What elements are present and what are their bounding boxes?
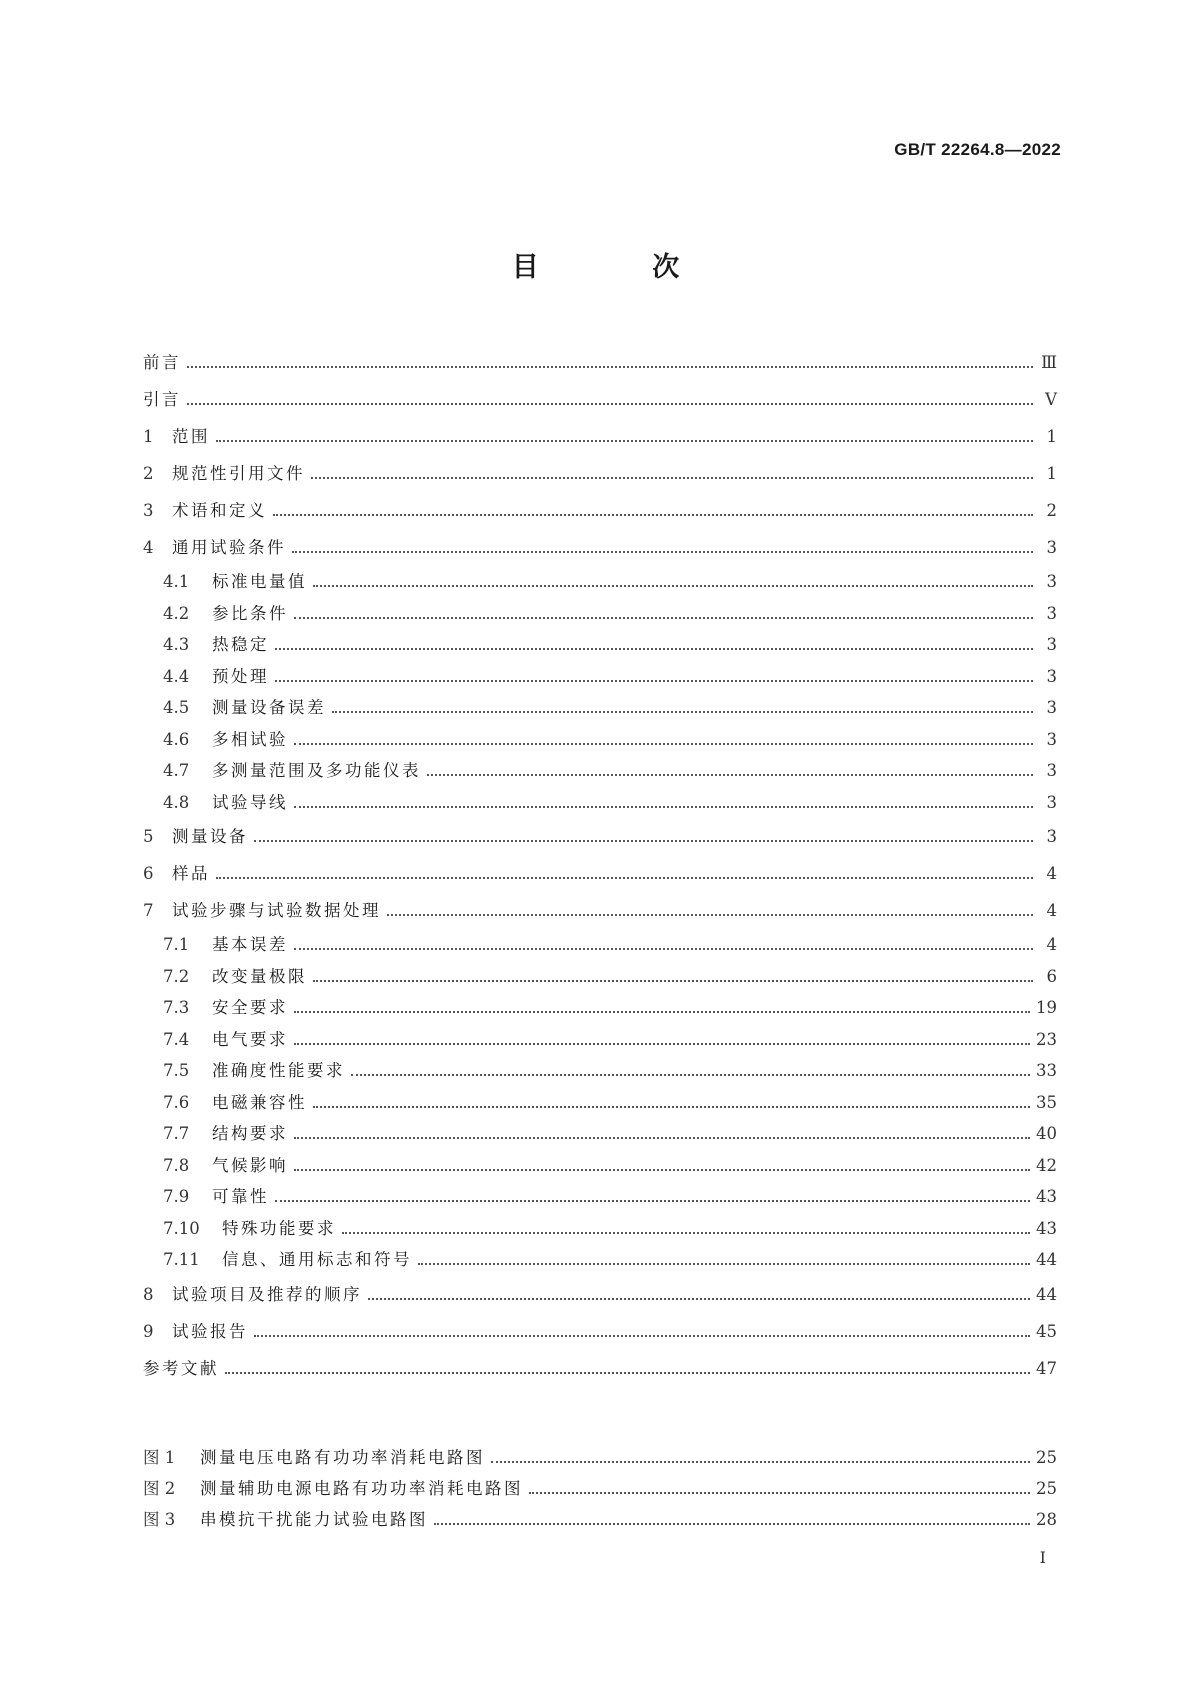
toc-entry[interactable] <box>143 344 1057 381</box>
figure-entry-title: 测量电压电路有功功率消耗电路图 <box>200 1448 485 1467</box>
figure-entry-page: 25 <box>1036 1448 1057 1467</box>
toc-entry[interactable] <box>143 1350 1057 1387</box>
figure-entry-title: 串模抗干扰能力试验电路图 <box>200 1510 428 1529</box>
toc-entry-title: 多测量范围及多功能仪表 <box>212 761 421 780</box>
toc-entry[interactable] <box>143 787 1057 819</box>
toc-entry-title: 可靠性 <box>212 1187 269 1206</box>
toc-entry[interactable] <box>143 1024 1057 1056</box>
toc-entry-title: 规范性引用文件 <box>172 464 305 483</box>
dot-leader <box>427 773 1033 776</box>
toc-entry-number: 4 <box>143 538 154 557</box>
dot-leader <box>273 513 1033 516</box>
toc-entry-number: 7.4 <box>163 1029 190 1049</box>
toc-entry-page: 44 <box>1036 1284 1057 1304</box>
dot-leader <box>294 1136 1030 1139</box>
toc-entry-number: 4.4 <box>163 666 190 686</box>
toc-entry-page: 3 <box>1046 666 1057 686</box>
toc-entry-title: 气候影响 <box>212 1155 288 1175</box>
toc-entry[interactable] <box>143 1181 1057 1213</box>
toc-entry-number: 7.1 <box>163 935 190 954</box>
toc-entry-title: 术语和定义 <box>172 501 267 520</box>
toc-entry-number: 7.5 <box>163 1061 190 1080</box>
toc-entry[interactable] <box>143 529 1057 566</box>
toc-entry-number: 4.8 <box>163 792 190 812</box>
toc-entry-title: 准确度性能要求 <box>212 1061 345 1080</box>
dot-leader <box>529 1491 1030 1494</box>
toc-entry-page: 4 <box>1046 864 1057 883</box>
toc-entry-title: 热稳定 <box>212 635 269 654</box>
dot-leader <box>387 913 1033 916</box>
dot-leader <box>311 476 1033 479</box>
toc-entry-title: 测量设备误差 <box>212 698 326 717</box>
toc-entry-number: 4.1 <box>163 572 190 591</box>
dot-leader <box>313 1105 1030 1108</box>
dot-leader <box>216 876 1033 879</box>
toc-entry-title: 电气要求 <box>212 1029 288 1049</box>
toc-entry[interactable] <box>143 818 1057 855</box>
toc-entry-number: 2 <box>143 464 154 483</box>
toc-entry[interactable] <box>143 455 1057 492</box>
table-of-contents <box>143 344 1057 1387</box>
toc-entry-title: 改变量极限 <box>212 966 307 986</box>
toc-entry-number: 9 <box>143 1321 154 1341</box>
page-number: Ⅰ <box>1039 1548 1046 1567</box>
toc-entry-page: 43 <box>1036 1187 1057 1206</box>
toc-entry-page: 3 <box>1046 603 1057 623</box>
dot-leader <box>418 1262 1030 1265</box>
toc-entry-page: 40 <box>1036 1124 1057 1143</box>
dot-leader <box>254 1334 1030 1337</box>
toc-entry-page: 43 <box>1036 1218 1057 1238</box>
dot-leader <box>294 805 1033 808</box>
toc-entry-number: 7 <box>143 901 154 920</box>
toc-entry-title: 标准电量值 <box>212 572 307 591</box>
toc-entry-page: 1 <box>1046 427 1057 446</box>
toc-entry-number: 6 <box>143 864 154 883</box>
toc-entry-number: 7.7 <box>163 1124 190 1143</box>
dot-leader <box>434 1522 1030 1525</box>
toc-entry-title: 测量设备 <box>172 827 248 846</box>
toc-entry-page: 3 <box>1046 538 1057 557</box>
toc-entry-title: 参考文献 <box>143 1358 219 1378</box>
dot-leader <box>294 1168 1030 1171</box>
toc-entry-title: 电磁兼容性 <box>212 1092 307 1112</box>
toc-entry-page: 4 <box>1046 901 1057 920</box>
dot-leader <box>294 1042 1030 1045</box>
toc-entry-title: 试验报告 <box>172 1321 248 1341</box>
toc-entry-title: 试验项目及推荐的顺序 <box>172 1284 362 1304</box>
figure-entry[interactable] <box>143 1442 1057 1473</box>
toc-entry-number: 7.9 <box>163 1187 190 1206</box>
toc-entry-title: 样品 <box>172 864 210 883</box>
toc-entry[interactable] <box>143 992 1057 1024</box>
toc-entry-page: 4 <box>1046 935 1057 954</box>
toc-entry-title: 前言 <box>143 353 181 372</box>
toc-entry[interactable] <box>143 1213 1057 1245</box>
dot-leader <box>275 679 1033 682</box>
toc-entry[interactable] <box>143 661 1057 693</box>
toc-entry-page: 3 <box>1046 572 1057 591</box>
figure-list <box>143 1442 1057 1535</box>
figure-entry[interactable] <box>143 1504 1057 1535</box>
toc-entry-page: 2 <box>1046 501 1057 520</box>
toc-entry[interactable] <box>143 492 1057 529</box>
toc-entry-number: 4.2 <box>163 603 190 623</box>
toc-entry-page: 3 <box>1046 729 1057 749</box>
toc-entry-number: 7.8 <box>163 1155 190 1175</box>
toc-entry[interactable] <box>143 855 1057 892</box>
toc-entry[interactable] <box>143 892 1057 929</box>
dot-leader <box>294 1010 1030 1013</box>
figure-entry-number: 图 1 <box>143 1448 176 1467</box>
toc-entry-title: 引言 <box>143 390 181 409</box>
figure-entry-number: 图 2 <box>143 1479 176 1498</box>
toc-entry[interactable] <box>143 724 1057 756</box>
toc-entry-page: 3 <box>1046 635 1057 654</box>
toc-entry-title: 预处理 <box>212 666 269 686</box>
figure-entry-page: 25 <box>1036 1479 1057 1498</box>
toc-entry-title: 多相试验 <box>212 729 288 749</box>
dot-leader <box>313 584 1033 587</box>
page-title: 目 次 <box>511 252 732 283</box>
toc-entry-title: 通用试验条件 <box>172 538 286 557</box>
toc-entry-number: 4.6 <box>163 729 190 749</box>
toc-entry[interactable] <box>143 1087 1057 1119</box>
toc-entry[interactable] <box>143 629 1057 661</box>
toc-entry-title: 安全要求 <box>212 998 288 1017</box>
toc-entry-number: 4.5 <box>163 698 190 717</box>
toc-entry-number: 7.10 <box>163 1218 200 1238</box>
toc-entry-page: Ⅴ <box>1045 390 1057 409</box>
toc-entry-title: 试验导线 <box>212 792 288 812</box>
toc-entry-page: 33 <box>1036 1061 1057 1080</box>
toc-entry-page: Ⅲ <box>1041 353 1057 372</box>
toc-entry-page: 35 <box>1036 1092 1057 1112</box>
toc-entry-page: 45 <box>1036 1321 1057 1341</box>
figure-entry-page: 28 <box>1036 1510 1057 1529</box>
toc-entry-page: 3 <box>1046 792 1057 812</box>
toc-entry[interactable] <box>143 598 1057 630</box>
toc-entry[interactable] <box>143 1276 1057 1313</box>
toc-entry-title: 参比条件 <box>212 603 288 623</box>
dot-leader <box>275 647 1033 650</box>
toc-entry-number: 4.7 <box>163 761 190 780</box>
toc-entry-number: 5 <box>143 827 154 846</box>
toc-entry[interactable] <box>143 1055 1057 1087</box>
dot-leader <box>216 439 1033 442</box>
dot-leader <box>491 1460 1030 1463</box>
dot-leader <box>187 402 1033 405</box>
toc-entry-title: 结构要求 <box>212 1124 288 1143</box>
toc-entry-number: 7.11 <box>163 1250 200 1269</box>
toc-entry-number: 3 <box>143 501 154 520</box>
toc-entry-number: 7.2 <box>163 966 190 986</box>
toc-entry-number: 7.3 <box>163 998 190 1017</box>
standard-code: GB/T 22264.8—2022 <box>894 140 1061 159</box>
dot-leader <box>187 365 1033 368</box>
toc-entry-page: 3 <box>1046 827 1057 846</box>
dot-leader <box>332 710 1033 713</box>
toc-entry[interactable] <box>143 692 1057 724</box>
toc-entry[interactable] <box>143 566 1057 598</box>
toc-entry-page: 6 <box>1046 966 1057 986</box>
toc-entry[interactable] <box>143 1244 1057 1276</box>
toc-entry[interactable] <box>143 961 1057 993</box>
toc-entry-number: 8 <box>143 1284 154 1304</box>
toc-entry-page: 23 <box>1036 1029 1057 1049</box>
toc-entry-page: 3 <box>1046 761 1057 780</box>
dot-leader <box>254 839 1033 842</box>
dot-leader <box>294 616 1033 619</box>
toc-entry-title: 试验步骤与试验数据处理 <box>172 901 381 920</box>
dot-leader <box>313 979 1033 982</box>
toc-entry-title: 基本误差 <box>212 935 288 954</box>
toc-entry-page: 1 <box>1046 464 1057 483</box>
toc-entry-title: 特殊功能要求 <box>222 1218 336 1238</box>
dot-leader <box>342 1231 1030 1234</box>
toc-entry-page: 19 <box>1036 998 1057 1017</box>
toc-entry-number: 7.6 <box>163 1092 190 1112</box>
toc-entry-page: 44 <box>1036 1250 1057 1269</box>
dot-leader <box>292 550 1033 553</box>
toc-entry-title: 信息、通用标志和符号 <box>222 1250 412 1269</box>
toc-entry[interactable] <box>143 1118 1057 1150</box>
figure-entry-title: 测量辅助电源电路有功功率消耗电路图 <box>200 1479 523 1498</box>
dot-leader <box>351 1073 1030 1076</box>
dot-leader <box>225 1371 1030 1374</box>
toc-entry[interactable] <box>143 381 1057 418</box>
dot-leader <box>294 947 1033 950</box>
toc-entry-number: 4.3 <box>163 635 190 654</box>
figure-entry-number: 图 3 <box>143 1510 176 1529</box>
toc-entry-number: 1 <box>143 427 154 446</box>
toc-entry[interactable] <box>143 755 1057 787</box>
toc-entry-title: 范围 <box>172 427 210 446</box>
toc-entry[interactable] <box>143 1313 1057 1350</box>
toc-entry[interactable] <box>143 1150 1057 1182</box>
dot-leader <box>368 1297 1030 1300</box>
toc-entry-page: 3 <box>1046 698 1057 717</box>
dot-leader <box>294 742 1033 745</box>
toc-entry[interactable] <box>143 418 1057 455</box>
toc-entry[interactable] <box>143 929 1057 961</box>
toc-entry-page: 47 <box>1036 1358 1057 1378</box>
toc-entry-page: 42 <box>1036 1155 1057 1175</box>
dot-leader <box>275 1199 1030 1202</box>
figure-entry[interactable] <box>143 1473 1057 1504</box>
